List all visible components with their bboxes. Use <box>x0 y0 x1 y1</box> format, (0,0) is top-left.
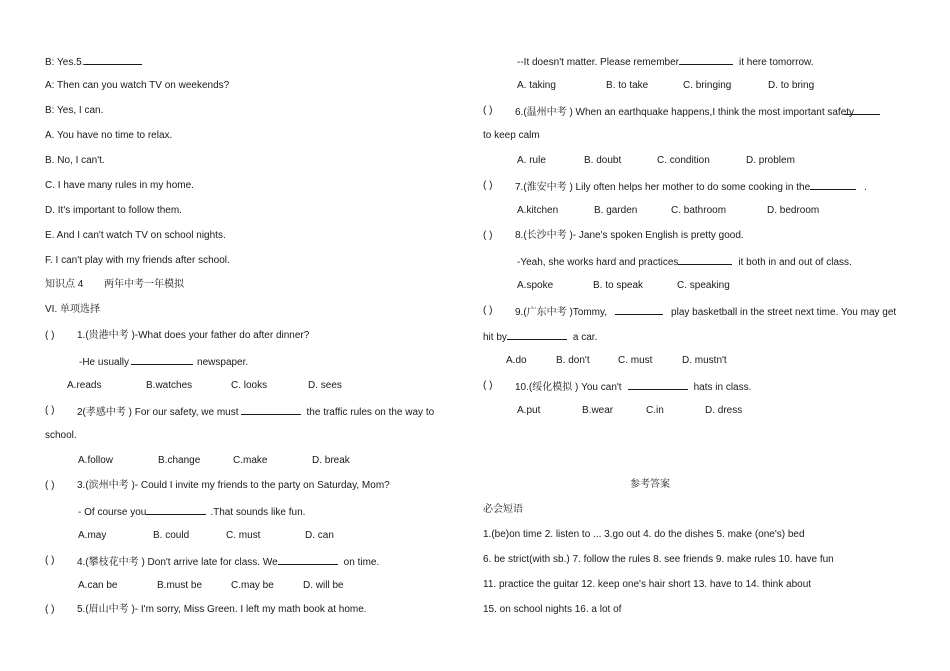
phrases-title: 必会短语 <box>483 504 523 515</box>
section-label: 知识点 4 <box>45 279 84 290</box>
reply-text: .That sounds like fun. <box>210 507 306 518</box>
option-c: C. looks <box>231 380 268 391</box>
question-4 <box>77 555 379 569</box>
answer-blank[interactable] <box>810 180 856 190</box>
option-d: D. problem <box>746 155 795 166</box>
answer-paren[interactable]: ( ) <box>45 330 55 341</box>
answer-paren[interactable]: ( ) <box>483 230 493 241</box>
question-text: 2(孝感中考 ) For our safety, we must <box>77 407 239 418</box>
question-text: a car. <box>572 332 598 343</box>
question-3-reply <box>78 505 305 519</box>
reply-text: it both in and out of class. <box>738 257 852 268</box>
answer-line: 6. be strict(with sb.) 7. follow the rules 8. see friends 9. make rules 10. have fun <box>483 554 834 565</box>
option-b: B. to speak <box>593 280 644 291</box>
answer-paren[interactable]: ( ) <box>45 604 55 615</box>
question-5-reply <box>517 55 813 69</box>
option-c: C. must <box>618 355 653 366</box>
reply-text: -Yeah, she works hard and practices <box>517 257 679 268</box>
option-b: B. don't <box>556 355 590 366</box>
question-9-cont <box>483 330 597 344</box>
dialog-text: B: Yes.5. <box>45 57 85 68</box>
dialog-line: A: Then can you watch TV on weekends? <box>45 80 230 91</box>
question-1-reply <box>79 355 248 369</box>
option-d: D. can <box>305 530 334 541</box>
answer-blank[interactable] <box>615 305 663 315</box>
question-text: the traffic rules on the way to <box>306 407 435 418</box>
question-2 <box>77 405 434 419</box>
dialog-line: B: Yes, I can. <box>45 105 104 116</box>
question-text: . <box>864 182 867 193</box>
question-text: on time. <box>343 557 380 568</box>
option-a: A.may <box>78 530 107 541</box>
option-d: D. to bring <box>768 80 815 91</box>
option-c: C.in <box>646 405 664 416</box>
answer-blank[interactable] <box>131 355 193 365</box>
question-1: 1.(贵港中考 )-What does your father do after dinner? <box>77 330 310 341</box>
option-d: D. will be <box>303 580 344 591</box>
answer-blank[interactable] <box>146 505 206 515</box>
option-d: D. dress <box>705 405 743 416</box>
option-a: A. rule <box>517 155 546 166</box>
answer-blank[interactable] <box>241 405 301 415</box>
option-b: B. could <box>153 530 190 541</box>
option-b: B. doubt <box>584 155 622 166</box>
reply-text: - Of course you <box>78 507 147 518</box>
question-text: hit by <box>483 332 507 343</box>
option-line: F. I can't play with my friends after school. <box>45 255 230 266</box>
answer-blank[interactable] <box>679 55 733 65</box>
option-d: D. break <box>312 455 350 466</box>
question-10 <box>515 380 751 394</box>
option-b: B.watches <box>146 380 193 391</box>
answer-paren[interactable]: ( ) <box>483 380 493 391</box>
answer-line: 1.(be)on time 2. listen to ... 3.go out 4. do the dishes 5. make (one's) bed <box>483 529 805 540</box>
option-line: D. It's important to follow them. <box>45 205 182 216</box>
option-line: A. You have no time to relax. <box>45 130 173 141</box>
option-b: B. garden <box>594 205 638 216</box>
answer-blank[interactable] <box>278 555 338 565</box>
answer-blank[interactable] <box>844 105 880 115</box>
question-7 <box>515 180 867 194</box>
question-3: 3.(滨州中考 )- Could I invite my friends to the party on Saturday, Mom? <box>77 480 390 491</box>
option-c: C. condition <box>657 155 710 166</box>
option-c: C. must <box>226 530 261 541</box>
question-text: play basketball in the street next time. You may get <box>671 307 897 318</box>
reply-text: newspaper. <box>197 357 249 368</box>
option-b: B.change <box>158 455 201 466</box>
reply-text: --It doesn't matter. Please remember <box>517 57 679 68</box>
question-2-cont: school. <box>45 430 77 441</box>
answer-blank[interactable] <box>678 255 732 265</box>
question-text: 6.(温州中考 ) When an earthquake happens,I think the most important safety <box>515 107 855 118</box>
answer-blank[interactable] <box>507 330 567 340</box>
option-d: D. bedroom <box>767 205 820 216</box>
question-8-reply <box>517 255 852 269</box>
answer-paren[interactable]: ( ) <box>483 180 493 191</box>
answer-line: 11. practice the guitar 12. keep one's hair short 13. have to 14. think about <box>483 579 812 590</box>
question-6 <box>515 105 880 119</box>
answers-title: 参考答案 <box>630 479 670 490</box>
question-9 <box>515 305 896 319</box>
question-6-cont: to keep calm <box>483 130 540 141</box>
answer-paren[interactable]: ( ) <box>45 480 55 491</box>
option-line: E. And I can't watch TV on school nights. <box>45 230 226 241</box>
answer-blank[interactable] <box>84 55 142 65</box>
question-text: hats in class. <box>693 382 752 393</box>
option-c: C.may be <box>231 580 274 591</box>
option-d: D. mustn't <box>682 355 727 366</box>
answer-paren[interactable]: ( ) <box>483 105 493 116</box>
part-title: VI. 单项选择 <box>45 304 101 315</box>
option-b: B.must be <box>157 580 203 591</box>
option-c: C.make <box>233 455 268 466</box>
option-d: D. sees <box>308 380 342 391</box>
dialog-line <box>45 55 142 69</box>
option-c: C. bathroom <box>671 205 727 216</box>
answer-paren[interactable]: ( ) <box>45 405 55 416</box>
option-c: C. speaking <box>677 280 730 291</box>
option-a: A.spoke <box>517 280 554 291</box>
option-a: A.put <box>517 405 541 416</box>
reply-text: it here tomorrow. <box>738 57 814 68</box>
question-text: 4.(攀枝花中考 ) Don't arrive late for class. We <box>77 557 278 568</box>
question-8: 8.(长沙中考 )- Jane's spoken English is pretty good. <box>515 230 744 241</box>
option-line: B. No, I can't. <box>45 155 105 166</box>
option-a: A.follow <box>78 455 114 466</box>
option-a: A.do <box>506 355 527 366</box>
answer-paren[interactable]: ( ) <box>45 555 55 566</box>
reply-text: -He usually <box>79 357 130 368</box>
answer-blank[interactable] <box>628 380 688 390</box>
option-a: A.reads <box>67 380 102 391</box>
option-a: A.can be <box>78 580 118 591</box>
option-b: B. to take <box>606 80 649 91</box>
option-c: C. bringing <box>683 80 732 91</box>
option-a: A. taking <box>517 80 556 91</box>
question-text: 7.(淮安中考 ) Lily often helps her mother to do some cooking in the <box>515 182 811 193</box>
answer-paren[interactable]: ( ) <box>483 305 493 316</box>
option-line: C. I have many rules in my home. <box>45 180 194 191</box>
option-a: A.kitchen <box>517 205 559 216</box>
answer-line: 15. on school nights 16. a lot of <box>483 604 622 615</box>
question-5: 5.(眉山中考 )- I'm sorry, Miss Green. I left my math book at home. <box>77 604 367 615</box>
section-title: 两年中考一年模拟 <box>104 279 184 290</box>
question-text: 10.(绥化模拟 ) You can't <box>515 382 622 393</box>
option-b: B.wear <box>582 405 614 416</box>
question-text: 9.(广东中考 )Tommy, <box>515 307 608 318</box>
